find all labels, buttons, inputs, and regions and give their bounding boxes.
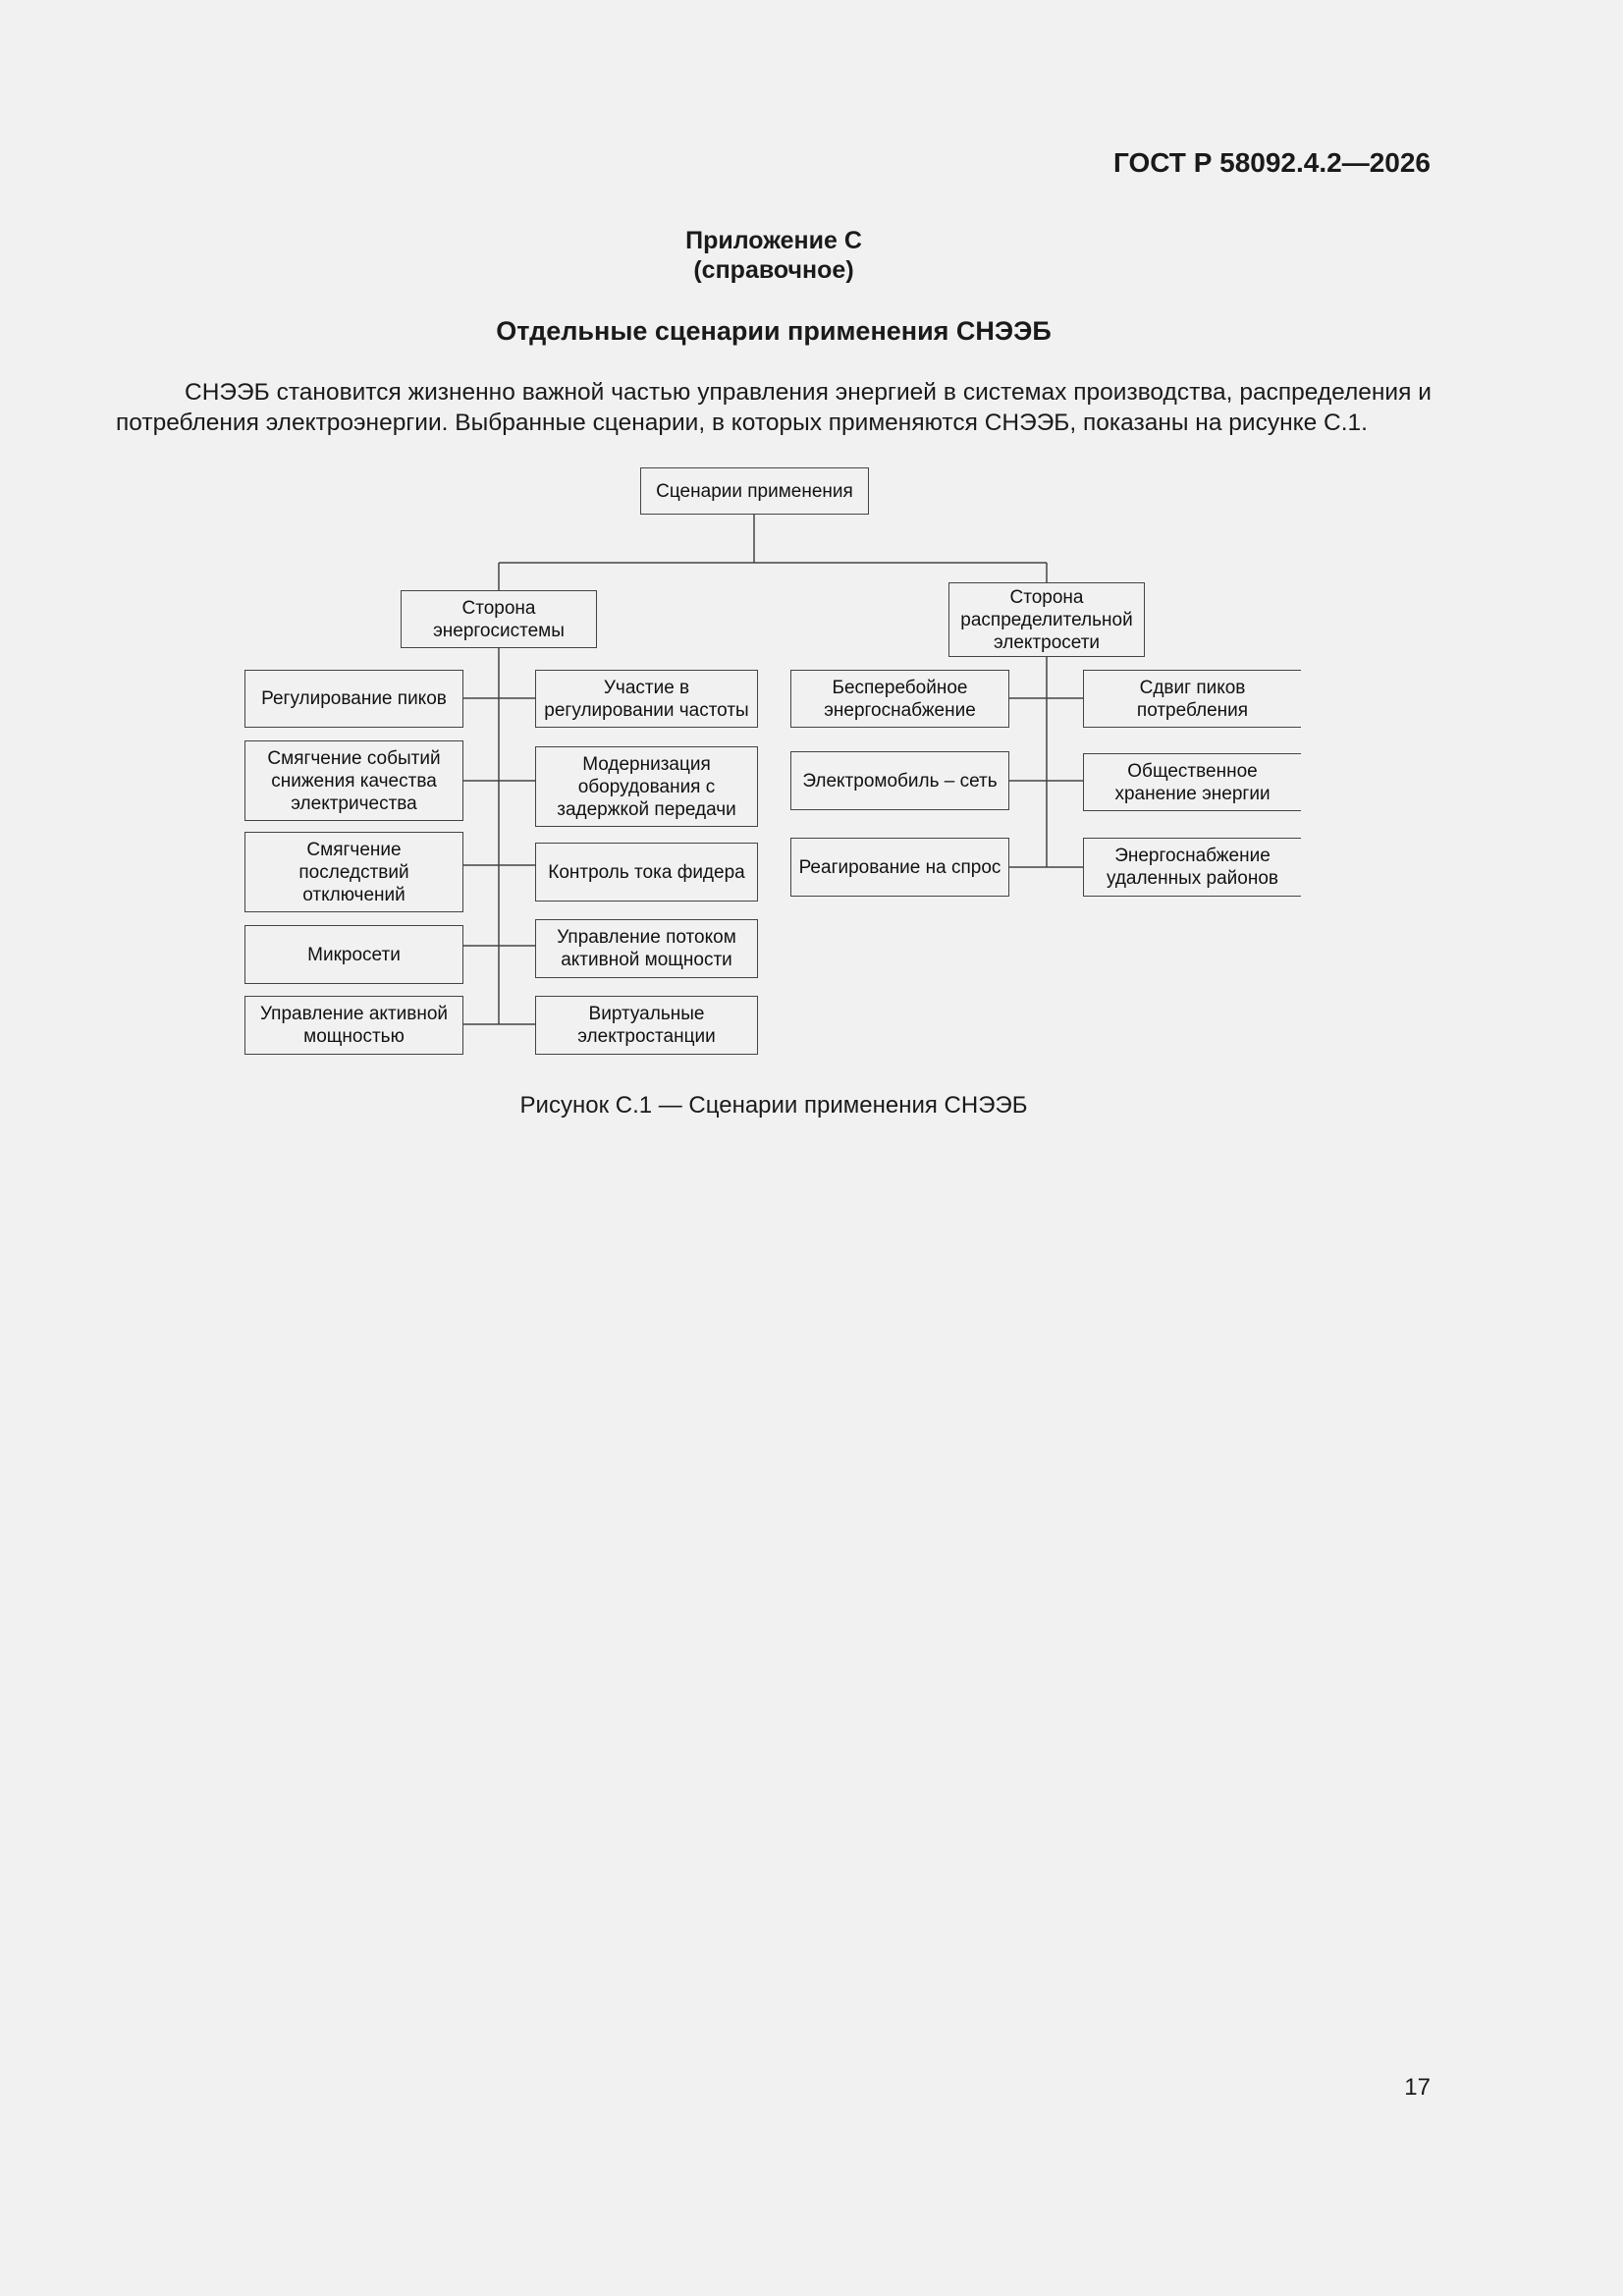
document-code: ГОСТ Р 58092.4.2—2026: [1113, 147, 1431, 178]
scenario-label: Смягчение последствий отключений: [298, 839, 409, 905]
scenario-label: Бесперебойное энергоснабжение: [824, 677, 976, 721]
scenario-label: Реагирование на спрос: [798, 856, 1001, 878]
scenario-box: [1083, 670, 1301, 728]
scenario-box: [790, 838, 1009, 897]
scenario-box: [535, 919, 758, 978]
scenario-box: [535, 670, 758, 728]
scenario-box: [244, 925, 463, 984]
scenario-box: [244, 832, 463, 912]
scenario-label: Электромобиль – сеть: [802, 770, 998, 792]
scenario-label: Смягчение событий снижения качества электричества: [267, 747, 441, 814]
branch-box-power-system: [401, 590, 597, 648]
root-box: [640, 467, 869, 515]
scenario-label: Контроль тока фидера: [548, 861, 745, 883]
scenario-box: [535, 746, 758, 827]
scenario-label: Регулирование пиков: [261, 688, 447, 709]
scenario-box: [790, 751, 1009, 810]
scenario-box: [535, 996, 758, 1055]
intro-paragraph-text: СНЭЭБ становится жизненно важной частью управления энергией в системах производства, распределения и потребления электроэнергии. Выбранные сценарии, в которых применяются СНЭЭБ, показаны на рисунке С.1.: [116, 379, 1432, 436]
branch-box-distribution: [948, 582, 1145, 657]
scenario-label: Энергоснабжение удаленных районов: [1106, 846, 1279, 889]
scenario-label: Управление активной мощностью: [259, 1004, 449, 1047]
scenario-label: Участие в регулировании частоты: [544, 677, 749, 721]
diagram-connectors: [0, 0, 1623, 1080]
scenario-box: [535, 843, 758, 902]
scenario-label: Микросети: [307, 944, 401, 965]
scenario-box: [244, 996, 463, 1055]
branch-label-distribution: Сторона распределительной электросети: [960, 586, 1133, 653]
scenario-label: Модернизация оборудования с задержкой передачи: [557, 753, 736, 820]
section-title: Отдельные сценарии применения СНЭЭБ: [496, 316, 1052, 346]
scenario-box: [1083, 753, 1301, 811]
figure-caption: Рисунок С.1 — Сценарии применения СНЭЭБ: [519, 1092, 1028, 1119]
scenario-label: Общественное хранение энергии: [1114, 760, 1271, 804]
scenario-label: Виртуальные электростанции: [577, 1004, 716, 1047]
appendix-title: Приложение С: [685, 227, 862, 254]
appendix-note: (справочное): [693, 256, 854, 284]
scenario-box: [790, 670, 1009, 728]
scenario-box: [244, 670, 463, 728]
page-number: 17: [1404, 2074, 1431, 2101]
branch-label-power-system: Сторона энергосистемы: [433, 597, 565, 641]
scenario-label: Сдвиг пиков потребления: [1136, 677, 1249, 721]
scenario-box: [244, 740, 463, 821]
scenario-label: Управление потоком активной мощности: [557, 927, 736, 970]
root-label: Сценарии применения: [656, 480, 853, 502]
scenario-box: [1083, 838, 1301, 897]
